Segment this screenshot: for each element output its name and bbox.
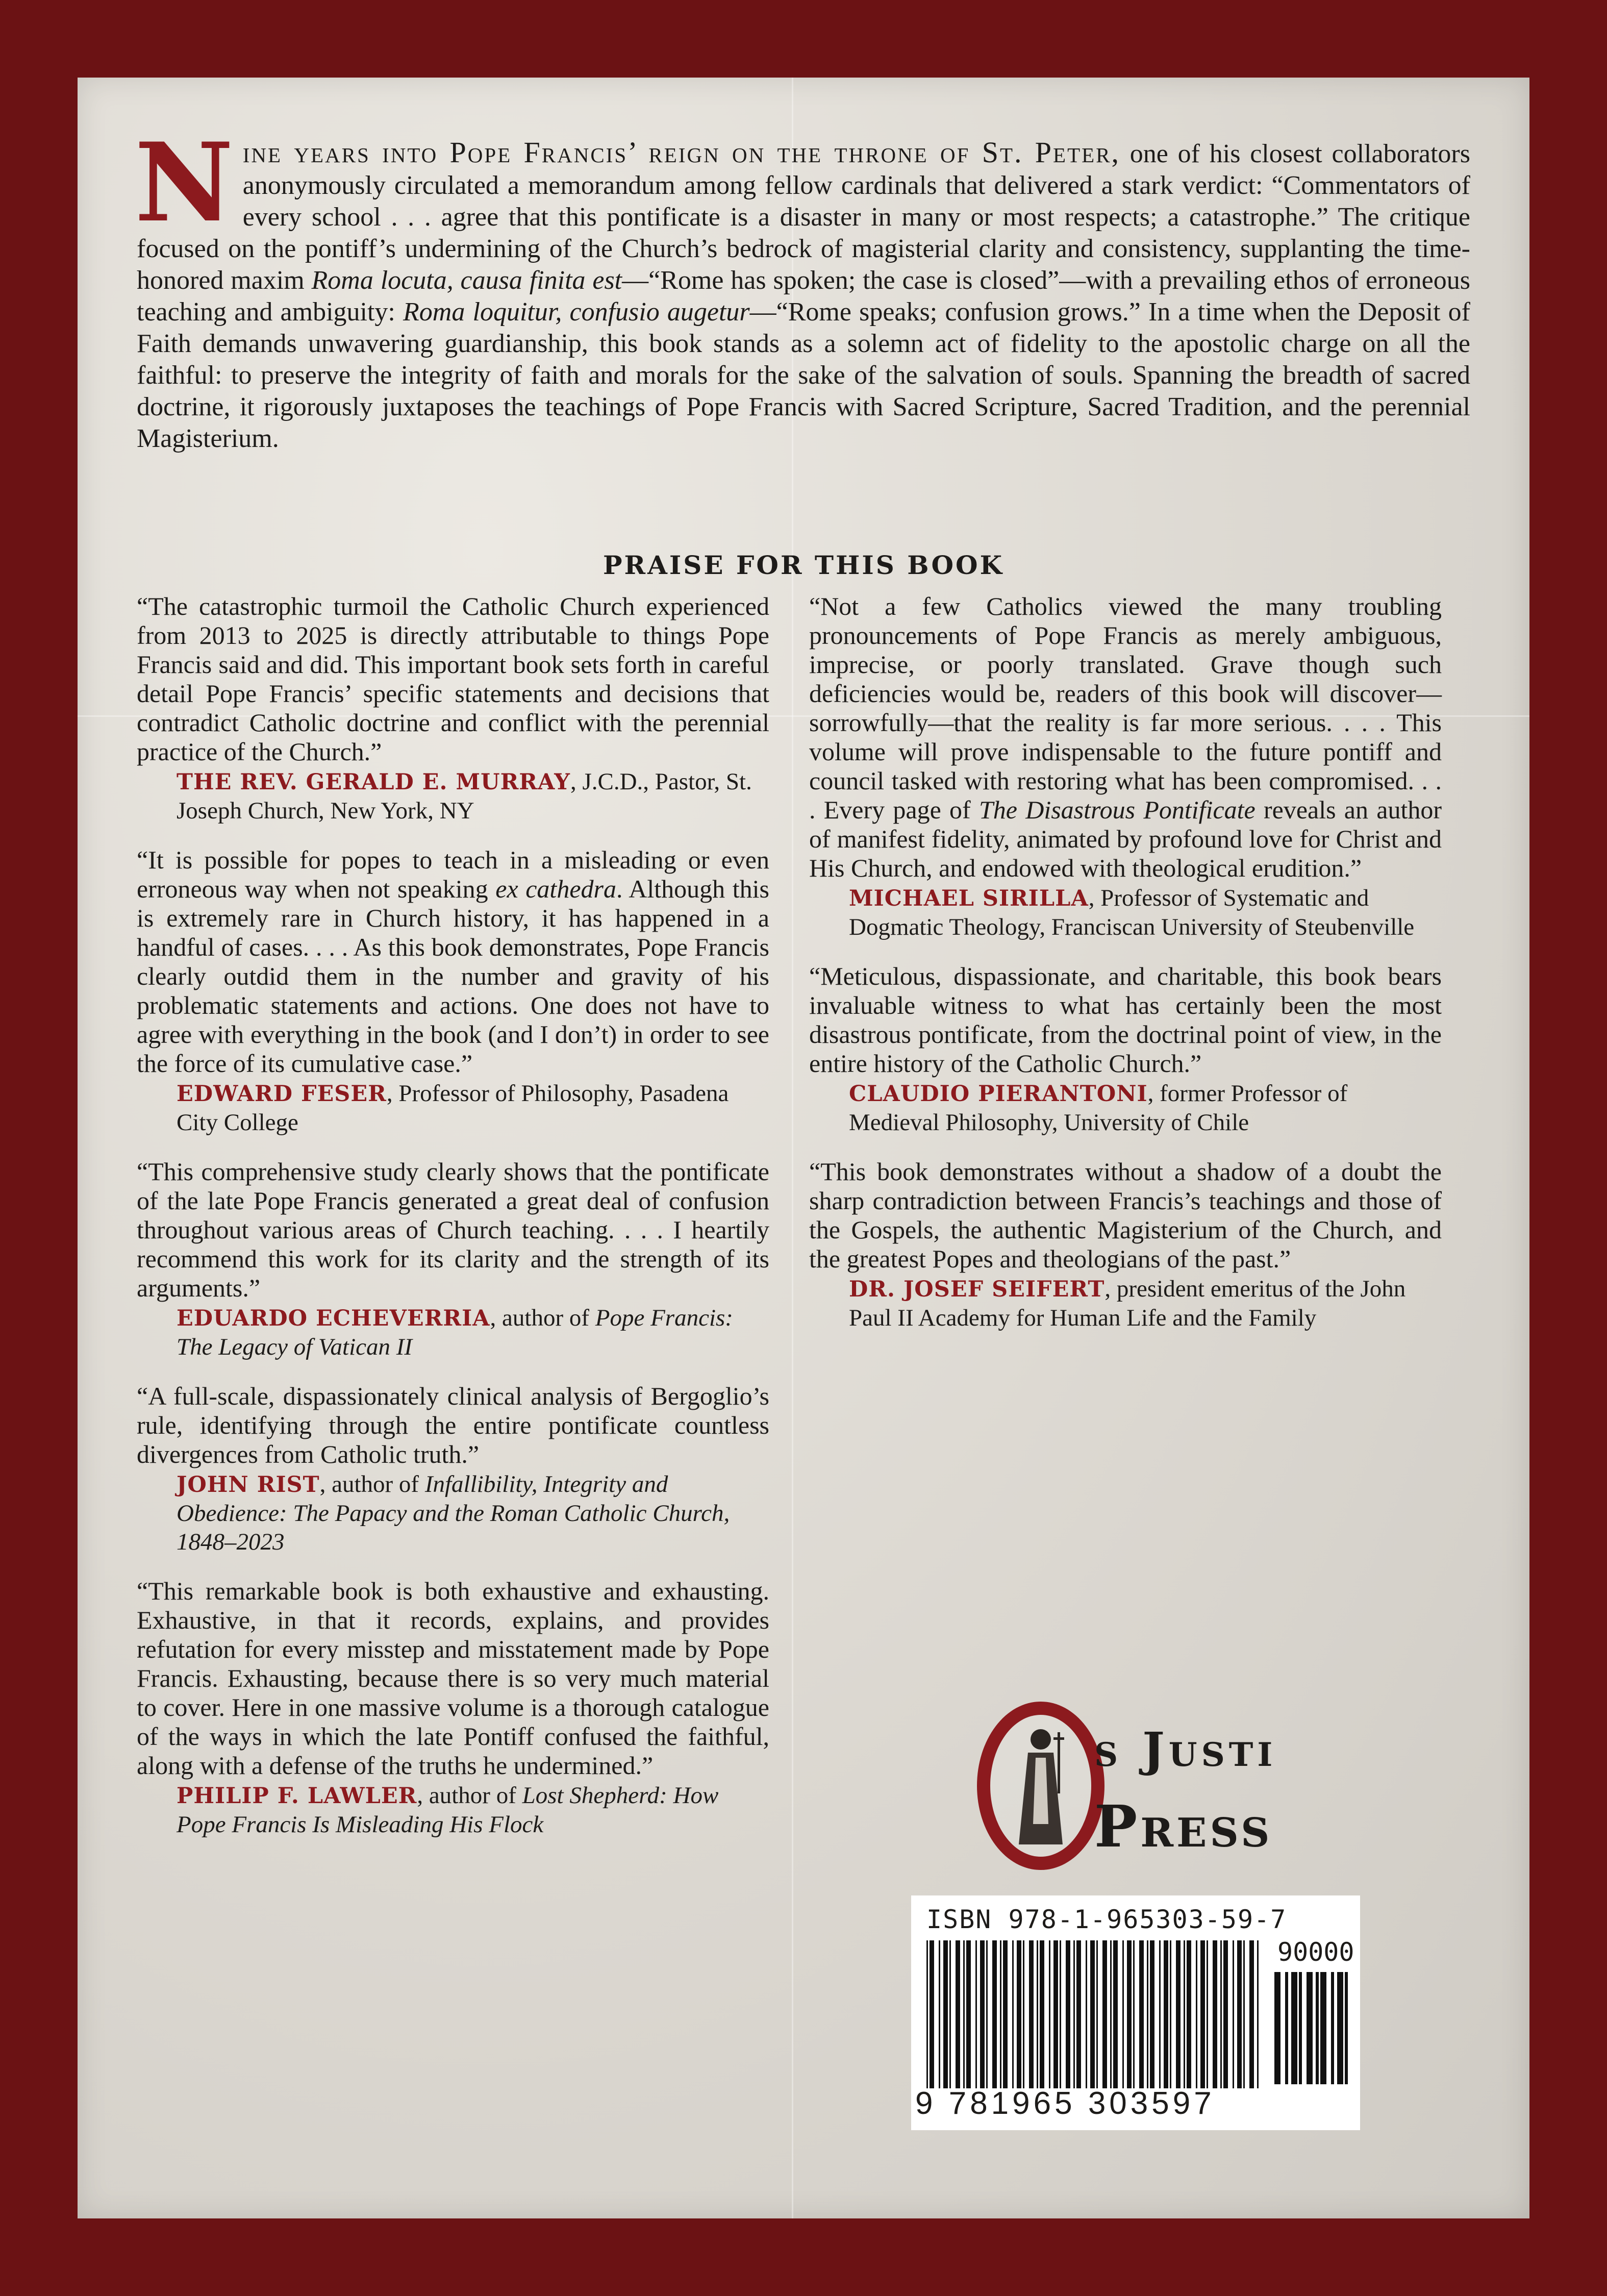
praise-column-left <box>137 592 769 1859</box>
attribution-lawler <box>137 1781 769 1839</box>
author-affiliation: , Professor of Systematic and Dogmatic Theology, Franciscan University of Steubenville <box>849 885 1415 940</box>
drop-cap: N <box>135 119 234 246</box>
author-affiliation: , author of <box>490 1305 595 1331</box>
logo-text-line1: s Justi <box>1094 1722 1277 1777</box>
saint-figure-icon <box>1008 1722 1074 1850</box>
intro-latin-1: Roma locuta, causa finita est <box>311 266 622 295</box>
intro-latin-2: Roma loquitur, confusio augetur <box>403 297 750 327</box>
author-name: MICHAEL SIRILLA <box>849 886 1089 911</box>
author-affiliation: , author of <box>319 1471 425 1498</box>
attribution-seifert <box>809 1275 1442 1332</box>
quote-text: reveals an author of manifest fidelity, animated by profound love for Christ and His Church, and endowed with theological erudition.” <box>809 795 1442 882</box>
intro-text-3: —“Rome speaks; confusion grows.” In a time when the Deposit of Faith demands unwavering guardianship, this book stands as a solemn act of fidelity to the apostolic charge on all the faithful: to preserve the integrity of faith and morals for the sake of the salvation of souls. Spanning the breadth of sacred doctrine, it rigorously juxtaposes the teachings of Pope Francis with Sacred Scripture, Sacred Tradition, and the perennial Magisterium. <box>137 297 1470 453</box>
intro-paragraph <box>135 119 1471 455</box>
price-barcode-bars <box>1274 1972 1351 2084</box>
author-affiliation: , Professor of Philosophy, Pasadena City College <box>177 1080 729 1136</box>
author-affiliation: , author of <box>417 1782 522 1809</box>
author-name: EDWARD FESER <box>177 1081 387 1107</box>
quote-rist: “A full-scale, dispassionately clinical analysis of Bergoglio’s rule, identifying through the entire pontificate countless divergences from Catholic truth.” <box>137 1382 769 1468</box>
attribution-rist <box>137 1470 769 1556</box>
author-name: JOHN RIST <box>177 1472 320 1498</box>
author-name: CLAUDIO PIERANTONI <box>849 1081 1148 1107</box>
quote-text: “Not a few Catholics viewed the many troubling pronouncements of Pope Francis as merely ambiguous, imprecise, or poorly translated. Grave though such deficiencies would be, readers of this book will discover—sorrowfully—that the reality is far more serious. . . . This volume will prove indispensable to the future pontiff and council tasked with restoring what has been compromised. . . . Every page of <box>809 592 1442 824</box>
attribution-murray <box>137 767 769 825</box>
intro-lead: ine years into Pope Francis’ reign on the throne of St. Peter, <box>242 136 1121 169</box>
author-affiliation: , president emeritus of the John Paul II Academy for Human Life and the Family <box>849 1276 1406 1331</box>
attribution-sirilla <box>809 884 1442 941</box>
isbn-barcode <box>911 1895 1360 2130</box>
author-name: EDUARDO ECHEVERRIA <box>177 1306 490 1331</box>
praise-heading: PRAISE FOR THIS BOOK <box>602 550 1005 580</box>
book-title: Pope Francis: The Legacy of Vatican II <box>177 1305 733 1360</box>
attribution-feser <box>137 1079 769 1137</box>
isbn-number: ISBN 978-1-965303-59-7 <box>926 1905 1287 1934</box>
quote-feser <box>137 845 769 1078</box>
quote-text: . Although this is extremely rare in Church history, it has happened in a handful of cases. . . . As this book demonstrates, Pope Francis clearly outdid them in the number and gravity of his problematic statements and actions. One does not have to agree with everything in the book (and I don’t) in order to see the force of its cumulative case.” <box>137 875 769 1078</box>
praise-column-right <box>809 592 1442 1353</box>
book-title: Infallibility, Integrity and Obedience: The Papacy and the Roman Catholic Church, 1848–2023 <box>177 1471 730 1555</box>
quote-murray: “The catastrophic turmoil the Catholic Church experienced from 2013 to 2025 is directly attributable to things Pope Francis said and did. This important book sets forth in careful detail Pope Francis’ specific statements and decisions that contradict Catholic doctrine and conflict with the perennial practice of the Church.” <box>137 592 769 766</box>
quote-italic: ex cathedra <box>495 875 616 903</box>
publisher-logo <box>977 1702 1344 1875</box>
author-affiliation: , J.C.D., Pastor, St. Joseph Church, New York, NY <box>177 768 752 824</box>
author-name: THE REV. GERALD E. MURRAY <box>177 769 570 795</box>
attribution-echeverria <box>137 1304 769 1361</box>
intro-text-1: one of his closest collaborators anonymously circulated a memorandum among fellow cardinals that delivered a stark verdict: “Commentators of every school . . . agree that this pontificate is a disaster in many or most respects; a catastrophe.” The critique focused on the pontiff’s undermining of the Church’s bedrock of magisterial clarity and consistency, supplanting the time-honored maxim <box>137 139 1470 295</box>
quote-sirilla <box>809 592 1442 883</box>
quote-pierantoni: “Meticulous, dispassionate, and charitable, this book bears invaluable witness to what has certainly been the most disastrous pontificate, from the doctrinal point of view, in the entire history of the Catholic Church.” <box>809 962 1442 1078</box>
quote-lawler: “This remarkable book is both exhaustive and exhausting. Exhaustive, in that it records, explains, and provides refutation for every misstep and misstatement made by Pope Francis. Exhausting, because there is so very much material to cover. Here in one massive volume is a thorough catalogue of the ways in which the late Pontiff confused the faithful, along with a defense of the truths he undermined.” <box>137 1577 769 1780</box>
quote-seifert: “This book demonstrates without a shadow of a doubt the sharp contradiction between Francis’s teachings and those of the Gospels, the authentic Magisterium of the Church, and the greatest Popes and theologians of the past.” <box>809 1157 1442 1273</box>
quote-italic: The Disastrous Pontificate <box>978 795 1256 824</box>
attribution-pierantoni <box>809 1079 1442 1137</box>
barcode-digits: 9 781965 303597 <box>915 2086 1215 2121</box>
quote-text: “It is possible for popes to teach in a misleading or even erroneous way when not speaking <box>137 845 769 903</box>
book-title: Lost Shepherd: How Pope Francis Is Misleading His Flock <box>177 1782 719 1838</box>
author-name: DR. JOSEF SEIFERT <box>849 1277 1105 1302</box>
intro-text-2: —“Rome has spoken; the case is closed”—with a prevailing ethos of erroneous teaching and ambiguity: <box>137 266 1471 327</box>
barcode-bars <box>926 1940 1263 2088</box>
price-code: 90000 <box>1277 1937 1354 1967</box>
author-name: PHILIP F. LAWLER <box>177 1783 417 1809</box>
author-affiliation: , former Professor of Medieval Philosophy, University of Chile <box>849 1080 1348 1136</box>
logo-text-line2: Press <box>1094 1793 1273 1860</box>
quote-echeverria: “This comprehensive study clearly shows that the pontificate of the late Pope Francis generated a great deal of confusion throughout various areas of Church teaching. . . . I heartily recommend this work for its clarity and the strength of its arguments.” <box>137 1157 769 1302</box>
